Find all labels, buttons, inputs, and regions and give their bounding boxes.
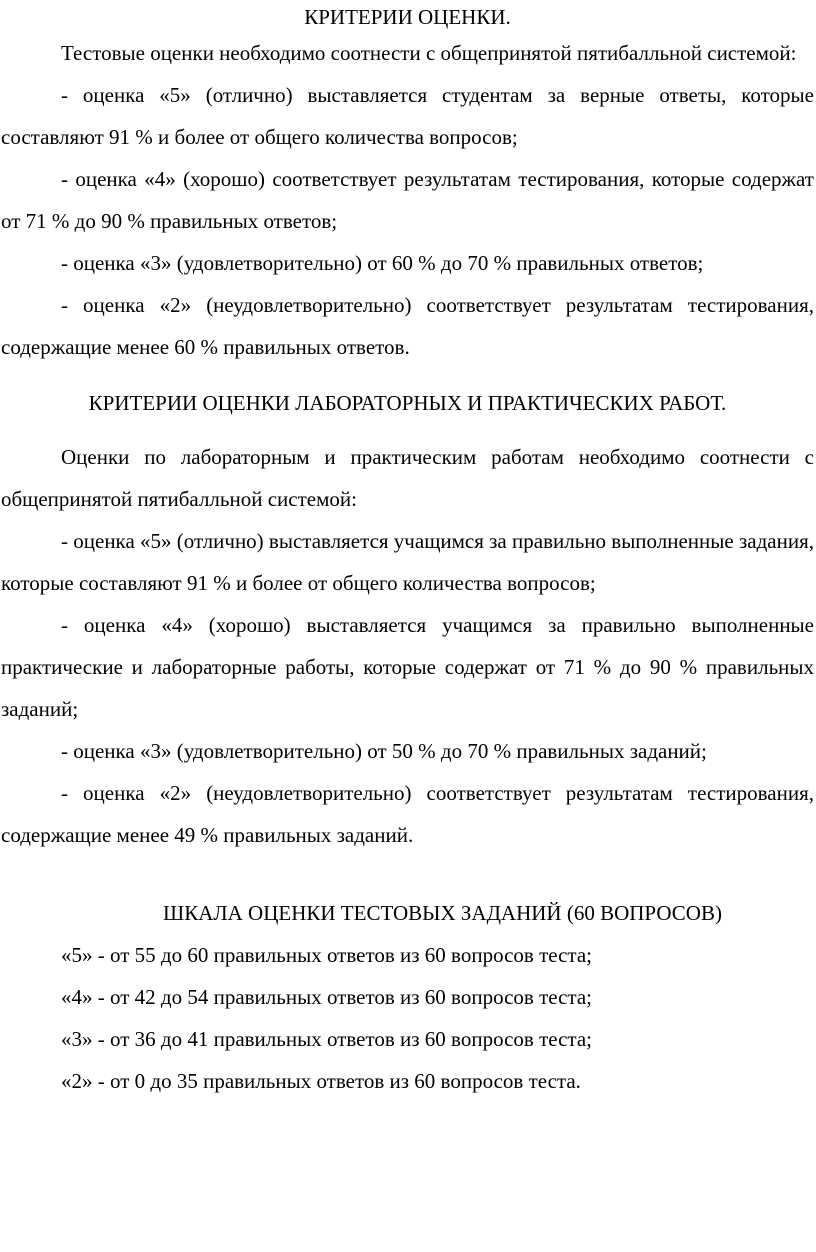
section-2-item-4: - оценка «4» (хорошо) выставляется учащимся за правильно выполненные практические и лабораторные работы, которые содержат от 71 % до 90 % правильных заданий;: [1, 613, 814, 721]
section-1-item-3: - оценка «3» (удовлетворительно) от 60 % до 70 % правильных ответов;: [61, 251, 704, 275]
scale-item-2: «2» - от 0 до 35 правильных ответов из 60 вопросов теста.: [61, 1069, 581, 1093]
scale-item-5: «5» - от 55 до 60 правильных ответов из 60 вопросов теста;: [61, 943, 593, 967]
section-1-item-5: - оценка «5» (отлично) выставляется студентам за верные ответы, которые составляют 91 % и более от общего количества вопросов;: [1, 83, 814, 149]
section-2-item-3: - оценка «3» (удовлетворительно) от 50 % до 70 % правильных заданий;: [61, 739, 707, 763]
section-1-title: КРИТЕРИИ ОЦЕНКИ.: [304, 5, 511, 29]
scale-item-3: «3» - от 36 до 41 правильных ответов из 60 вопросов теста;: [61, 1027, 593, 1051]
section-1-item-4: - оценка «4» (хорошо) соответствует результатам тестирования, которые содержат от 71 % до 90 % правильных ответов;: [1, 167, 814, 233]
section-2-intro: Оценки по лабораторным и практическим работам необходимо соотнести с общепринятой пятибалльной системой:: [1, 445, 814, 511]
section-3-title: ШКАЛА ОЦЕНКИ ТЕСТОВЫХ ЗАДАНИЙ (60 ВОПРОСОВ): [163, 901, 722, 925]
section-1-item-2: - оценка «2» (неудовлетворительно) соответствует результатам тестирования, содержащие менее 60 % правильных ответов.: [1, 293, 814, 359]
section-1-intro: Тестовые оценки необходимо соотнести с общепринятой пятибалльной системой:: [61, 41, 797, 65]
scale-item-4: «4» - от 42 до 54 правильных ответов из 60 вопросов теста;: [61, 985, 593, 1009]
section-2-title: КРИТЕРИИ ОЦЕНКИ ЛАБОРАТОРНЫХ И ПРАКТИЧЕСКИХ РАБОТ.: [88, 391, 727, 415]
section-2-item-5: - оценка «5» (отлично) выставляется учащимся за правильно выполненные задания, которые составляют 91 % и более от общего количества вопросов;: [1, 529, 814, 595]
section-2-item-2: - оценка «2» (неудовлетворительно) соответствует результатам тестирования, содержащие менее 49 % правильных заданий.: [1, 781, 814, 847]
